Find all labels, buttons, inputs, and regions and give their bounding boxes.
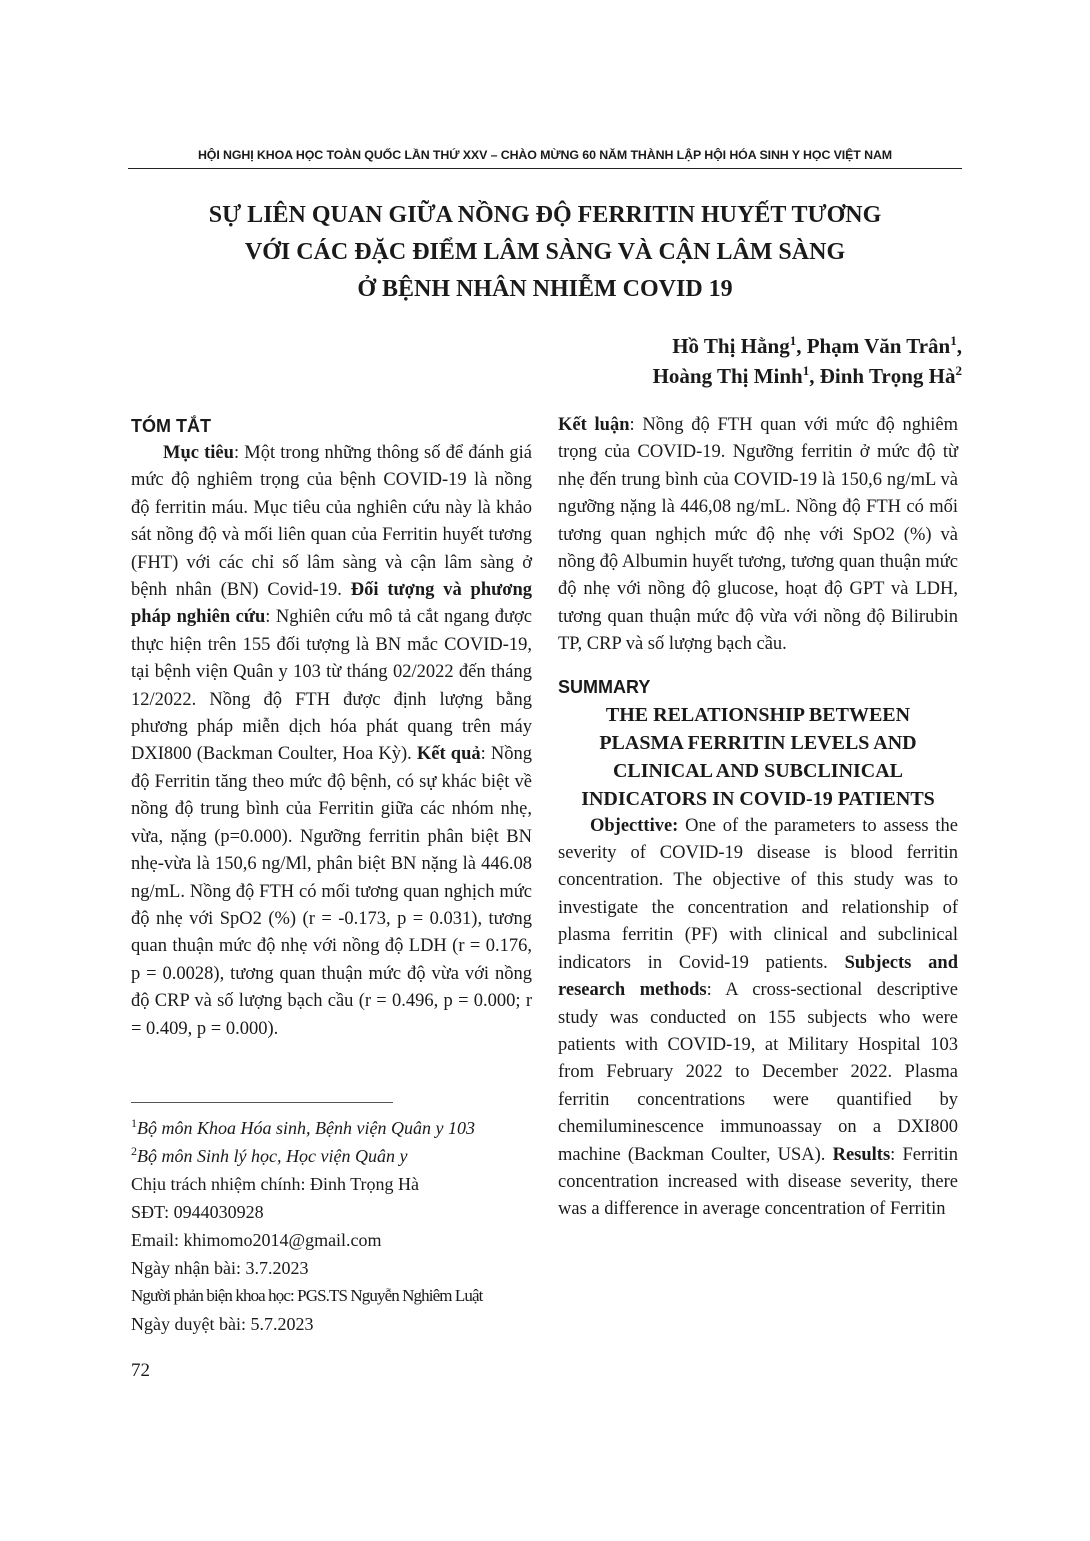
running-header: HỘI NGHỊ KHOA HỌC TOÀN QUỐC LẦN THỨ XXV – CHÀO MỪNG 60 NĂM THÀNH LẬP HỘI HÓA SINH Y HỌC VIỆT NAM [197, 148, 893, 162]
abstract-vi-continued [558, 412, 958, 659]
summary-heading: SUMMARY [558, 676, 651, 697]
affiliation-2 [131, 1142, 551, 1170]
methods-label: Đối tượng và phương pháp nghiên cứu [131, 580, 532, 628]
title-line-2: VỚI CÁC ĐẶC ĐIỂM LÂM SÀNG VÀ CẬN LÂM SÀNG [244, 239, 846, 265]
summary-title-line: PLASMA FERRITIN LEVELS AND [599, 731, 917, 754]
reviewer: Người phản biện khoa học: PGS.TS Nguyễn Nghiêm Luật [131, 1286, 483, 1305]
results-text: : Nồng độ Ferritin tăng theo mức độ bệnh, có sự khác biệt về nồng độ trung bình của Ferritin giữa các nhóm nhẹ, vừa, nặng (p=0.000). Ngưỡng ferritin phân biệt BN nhẹ-vừa là 150,6 ng/Ml, phân biệt BN nặng là 446.08 ng/mL. Nồng độ FTH có mối tương quan nghịch mức độ nhẹ với SpO2 (%) (r = -0.173, p = 0.031), tương quan thuận mức độ nhẹ với nồng độ LDH (r = 0.176, p = 0.0028), tương quan thuận mức độ vừa với nồng độ CRP và số lượng bạch cầu (r = 0.496, p = 0.000; r = 0.409, p = 0.000). [131, 744, 533, 1039]
methods-text: : Nghiên cứu mô tả cắt ngang được thực hiện trên 155 đối tượng là BN mắc COVID-19, tại bệnh viện Quân y 103 từ tháng 02/2022 đến tháng 12/2022. Nồng độ FTH được định lượng bằng phương pháp miễn dịch hóa phát quang trên máy DXI800 (Backman Coulter, Hoa Kỳ). [131, 607, 533, 765]
article-title [128, 197, 962, 308]
accepted-date: Ngày duyệt bài: 5.7.2023 [131, 1314, 314, 1334]
conclusion-label: Kết luận [558, 415, 630, 435]
summary-title [558, 701, 958, 813]
author-name: Đinh Trọng Hà [819, 364, 956, 388]
right-column [558, 412, 958, 1224]
summary-results-text: : Ferritin concentration increased with disease severity, there was a difference in average concentration of Ferritin [558, 1144, 958, 1220]
affiliation-marker: 1 [131, 1116, 137, 1130]
received-date: Ngày nhận bài: 3.7.2023 [131, 1258, 309, 1278]
results-label: Kết quả [416, 744, 481, 765]
affiliation-1 [131, 1114, 551, 1142]
footnotes [131, 1114, 551, 1338]
page-number: 72 [131, 1360, 150, 1381]
abstract-vi-heading: TÓM TẮT [131, 416, 211, 436]
affiliation-marker: 2 [955, 363, 962, 378]
summary-methods-label: Subjects and research methods [558, 952, 958, 1001]
summary-methods-text: : A cross-sectional descriptive study was conducted on 155 subjects who were patients with COVID-19, at Military Hospital 103 from February 2022 to December 2022. Plasma ferritin concentrations were quantified by chemiluminescence immunoassay on a DXI800 machine (Backman Coulter, USA). [558, 980, 958, 1165]
summary-objective-label: Objecttive: [590, 815, 679, 836]
summary-title-line: CLINICAL AND SUBCLINICAL [612, 759, 904, 782]
summary-title-line: INDICATORS IN COVID-19 PATIENTS [581, 787, 935, 810]
title-line-3: Ở BỆNH NHÂN NHIỄM COVID 19 [357, 276, 733, 302]
footnote-divider [131, 1102, 393, 1103]
objective-text: : Một trong những thông số để đánh giá mức độ nghiêm trọng của bệnh COVID-19 là nồng độ ferritin máu. Mục tiêu của nghiên cứu này là khảo sát nồng độ và mối liên quan của Ferritin huyết tương (FHT) với các chỉ số lâm sàng và cận lâm sàng ở bệnh nhân (BN) Covid-19. [131, 443, 532, 601]
affiliation-text: Bộ môn Sinh lý học, Học viện Quân y [137, 1146, 408, 1166]
affiliation-marker: 1 [789, 333, 797, 348]
author-name: Phạm Văn Trân [806, 334, 951, 358]
author-list [362, 331, 962, 391]
summary-title-line: THE RELATIONSHIP BETWEEN [605, 703, 911, 726]
affiliation-marker: 1 [802, 363, 810, 378]
summary-paragraph [558, 813, 958, 1224]
affiliation-marker: 2 [131, 1144, 137, 1158]
title-line-1: SỰ LIÊN QUAN GIỮA NỒNG ĐỘ FERRITIN HUYẾT TƯƠNG [208, 202, 882, 228]
header-divider [128, 168, 962, 169]
affiliation-text: Bộ môn Khoa Hóa sinh, Bệnh viện Quân y 103 [137, 1118, 475, 1138]
summary-results-label: Results [832, 1144, 891, 1165]
summary-objective-text: One of the parameters to assess the severity of COVID-19 disease is blood ferritin concentration. The objective of this study was to investigate the concentration and relationship of plasma ferritin (PF) with clinical and subclinical indicators in Covid-19 patients. [558, 815, 958, 973]
objective-label: Mục tiêu [163, 443, 234, 463]
abstract-vi-paragraph [131, 440, 532, 1043]
affiliation-marker: 1 [950, 333, 957, 348]
author-line-2: Hoàng Thị Minh$^1$, Đinh Trọng $Hà^2$ [652, 363, 962, 388]
author-name: Hồ Thị Hằng [672, 334, 790, 358]
author-name: Hoàng Thị Minh [652, 364, 803, 388]
phone: SĐT: 0944030928 [131, 1202, 264, 1222]
conclusion-text: : Nồng độ FTH quan với mức độ nghiêm trọng của COVID-19. Ngưỡng ferritin ở mức độ từ nhẹ đến trung bình của COVID-19 là 150,6 ng/mL và ngưỡng nặng là 446,08 ng/mL. Nồng độ FTH có mối tương quan nghịch mức độ nhẹ với SpO2 (%) và nồng độ Albumin huyết tương, tương quan thuận mức độ nhẹ với nồng độ glucose, hoạt độ GPT và LDH, tương quan thuận mức độ vừa với nồng độ Bilirubin TP, CRP và số lượng bạch cầu. [558, 415, 959, 655]
author-line-1: Hồ Thị Hằng$^1$, Phạm Văn Trân$^1$, [672, 333, 962, 358]
corresponding-author: Chịu trách nhiệm chính: Đinh Trọng Hà [131, 1174, 419, 1194]
left-column [131, 412, 532, 1043]
email: Email: khimomo2014@gmail.com [131, 1230, 382, 1250]
